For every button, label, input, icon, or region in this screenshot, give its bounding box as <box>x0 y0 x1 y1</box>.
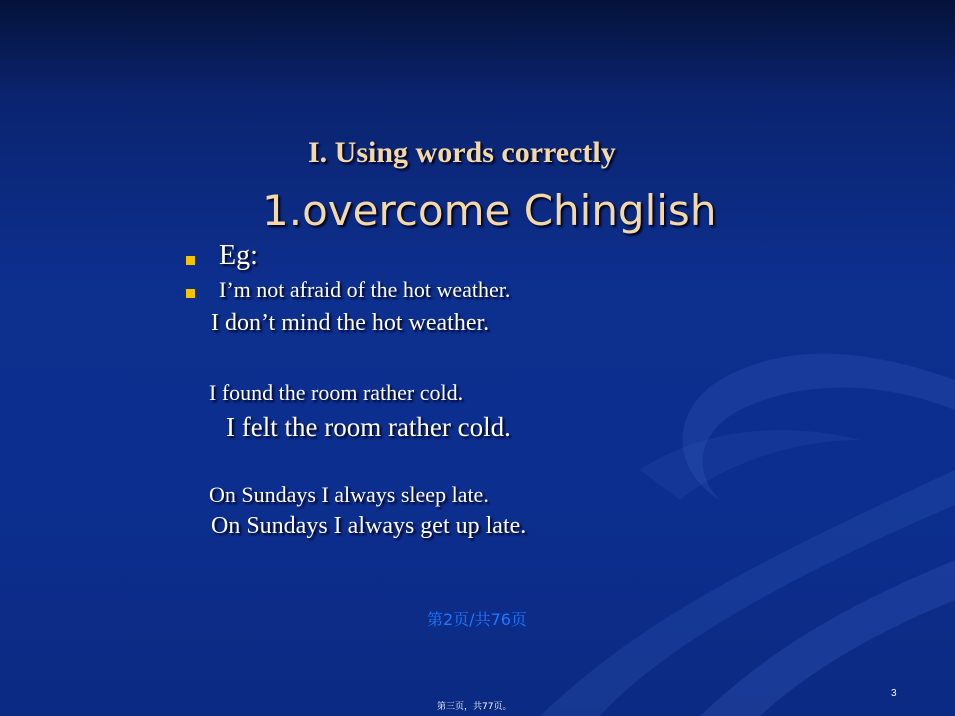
slide-subtitle: 1.overcome Chinglish <box>262 186 717 235</box>
bullet-example-sentence: I’m not afraid of the hot weather. <box>219 277 511 302</box>
example-line: On Sundays I always sleep late. <box>209 482 489 507</box>
example-line: I don’t mind the hot weather. <box>211 310 490 336</box>
example-line: I felt the room rather cold. <box>226 412 511 442</box>
example-line: On Sundays I always get up late. <box>211 513 527 539</box>
slide-number: 3 <box>891 688 897 699</box>
example-line: I found the room rather cold. <box>209 380 464 405</box>
bullet-eg: Eg: <box>219 240 258 271</box>
page-label: 第2页/共76页 <box>427 610 527 629</box>
slide-title: I. Using words correctly <box>308 136 616 169</box>
footer-page-count: 第三页，共77页。 <box>437 702 512 712</box>
bullet-square-icon <box>186 256 195 265</box>
bullet-square-icon <box>186 289 195 298</box>
